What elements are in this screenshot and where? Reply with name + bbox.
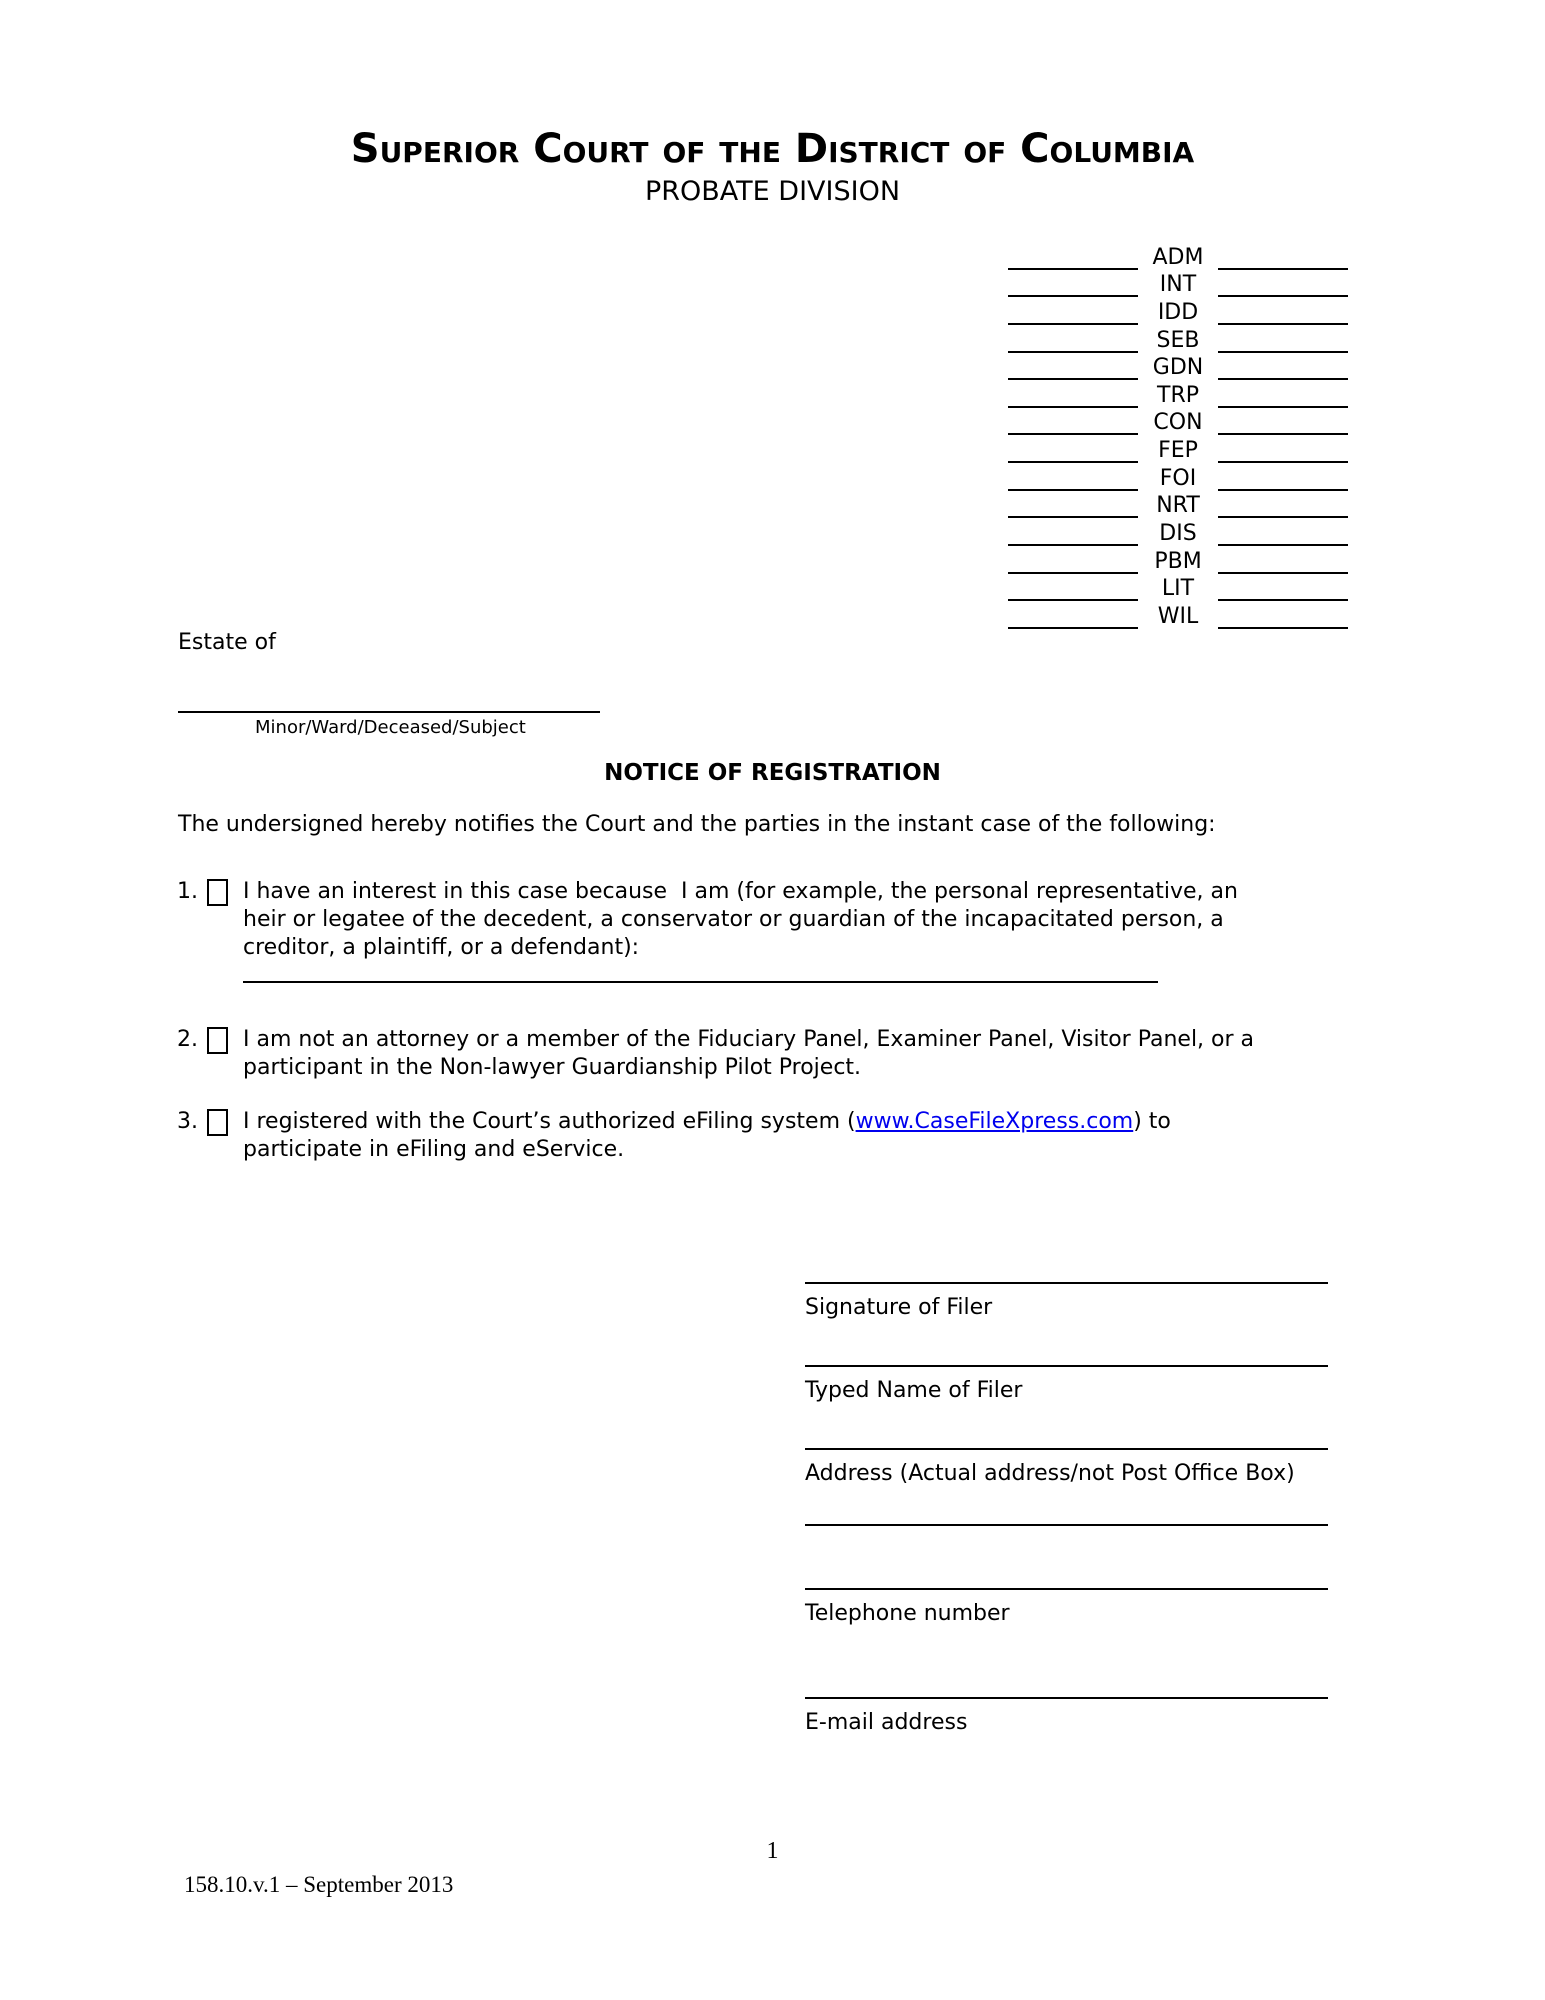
telephone-label: Telephone number [805,1601,1010,1626]
estate-name-blank[interactable] [178,681,600,713]
form-version-footer: 158.10.v.1 – September 2013 [184,1872,454,1897]
case-code-row [1008,242,1348,270]
case-code-row [1008,353,1348,381]
item-3-text [243,1108,1378,1164]
case-type-code: SEB [1156,327,1200,353]
address-line2-blank[interactable] [805,1524,1328,1526]
page-number: 1 [766,1838,779,1864]
case-type-code: NRT [1156,493,1200,519]
case-number-blank-left[interactable] [1008,516,1138,546]
case-number-blank-right[interactable] [1218,489,1348,519]
division-subtitle: PROBATE DIVISION [644,176,901,207]
item-1-text [243,878,1378,962]
case-number-blank-left[interactable] [1008,240,1138,270]
item-2-text [243,1026,1378,1082]
interest-description-blank[interactable] [243,981,1158,983]
case-number-blank-right[interactable] [1218,544,1348,574]
item-2-checkbox[interactable] [207,1027,228,1054]
address-blank[interactable] [805,1448,1328,1450]
case-number-blank-right[interactable] [1218,572,1348,602]
typed-name-label: Typed Name of Filer [805,1378,1023,1403]
case-type-code: ADM [1152,244,1204,270]
case-type-code: LIT [1161,576,1195,602]
case-number-blank-right[interactable] [1218,351,1348,381]
estate-line-caption: Minor/Ward/Deceased/Subject [255,717,526,738]
typed-name-blank[interactable] [805,1365,1328,1367]
case-number-blank-left[interactable] [1008,599,1138,629]
item-2-number: 2. [177,1027,198,1052]
case-code-row [1008,491,1348,519]
case-type-code: CON [1153,410,1203,436]
casefilexpress-link[interactable]: www.CaseFileXpress.com [855,1109,1134,1134]
case-code-row [1008,380,1348,408]
case-number-blank-left[interactable] [1008,268,1138,298]
case-number-blank-right[interactable] [1218,516,1348,546]
case-number-blank-left[interactable] [1008,433,1138,463]
case-number-blank-right[interactable] [1218,406,1348,436]
case-code-row [1008,601,1348,629]
item-1-number: 1. [177,879,198,904]
signature-blank[interactable] [805,1282,1328,1284]
item-1-line: I have an interest in this case because I am (for example, the personal representative, an [243,879,1238,904]
case-code-row [1008,325,1348,353]
case-number-blank-left[interactable] [1008,406,1138,436]
case-number-blank-left[interactable] [1008,351,1138,381]
case-type-code: WIL [1157,603,1199,629]
case-number-blank-left[interactable] [1008,489,1138,519]
item-3-line [243,1108,1378,1136]
case-code-row [1008,408,1348,436]
case-code-row [1008,270,1348,298]
item-3-number: 3. [177,1109,198,1134]
case-number-blank-left[interactable] [1008,378,1138,408]
case-number-blank-left[interactable] [1008,461,1138,491]
item-1-line: heir or legatee of the decedent, a conservator or guardian of the incapacitated person, a [243,907,1224,932]
case-code-row [1008,463,1348,491]
address-label: Address (Actual address/not Post Office Box) [805,1461,1295,1486]
case-number-blank-right[interactable] [1218,599,1348,629]
case-type-code: GDN [1152,355,1204,381]
case-number-blank-left[interactable] [1008,295,1138,325]
case-type-code: DIS [1159,521,1197,547]
case-type-code: TRP [1157,382,1199,408]
case-number-blank-left[interactable] [1008,544,1138,574]
case-number-blank-right[interactable] [1218,295,1348,325]
notice-heading: NOTICE OF REGISTRATION [604,760,941,786]
telephone-blank[interactable] [805,1588,1328,1590]
item-3-checkbox[interactable] [207,1109,228,1136]
item-1-line: creditor, a plaintiff, or a defendant): [243,935,640,960]
case-number-blank-right[interactable] [1218,461,1348,491]
item-3-text-post: ) to [1133,1109,1171,1134]
case-type-code: FOI [1159,465,1197,491]
estate-of-label: Estate of [178,630,276,655]
item-1-checkbox[interactable] [207,879,228,906]
item-2-line: I am not an attorney or a member of the Fiduciary Panel, Examiner Panel, Visitor Panel, or a [243,1027,1255,1052]
case-code-row [1008,574,1348,602]
case-type-code-list [1008,242,1348,629]
case-number-blank-right[interactable] [1218,240,1348,270]
case-type-code: INT [1159,272,1197,298]
item-2-line: participant in the Non-lawyer Guardianship Pilot Project. [243,1055,862,1080]
case-type-code: PBM [1154,548,1202,574]
case-number-blank-right[interactable] [1218,268,1348,298]
case-code-row [1008,297,1348,325]
case-number-blank-left[interactable] [1008,572,1138,602]
case-code-row [1008,518,1348,546]
signature-label: Signature of Filer [805,1295,993,1320]
case-code-row [1008,546,1348,574]
court-title: Superior Court of the District of Columbia [350,126,1195,172]
item-3-line: participate in eFiling and eService. [243,1137,625,1162]
email-label: E-mail address [805,1710,968,1735]
case-number-blank-right[interactable] [1218,378,1348,408]
intro-paragraph: The undersigned hereby notifies the Court and the parties in the instant case of the following: [178,812,1216,837]
case-number-blank-right[interactable] [1218,323,1348,353]
email-blank[interactable] [805,1697,1328,1699]
item-3-text-pre: I registered with the Court’s authorized eFiling system ( [243,1109,856,1134]
case-number-blank-left[interactable] [1008,323,1138,353]
case-number-blank-right[interactable] [1218,433,1348,463]
case-type-code: IDD [1157,299,1199,325]
case-code-row [1008,435,1348,463]
case-type-code: FEP [1158,438,1198,464]
